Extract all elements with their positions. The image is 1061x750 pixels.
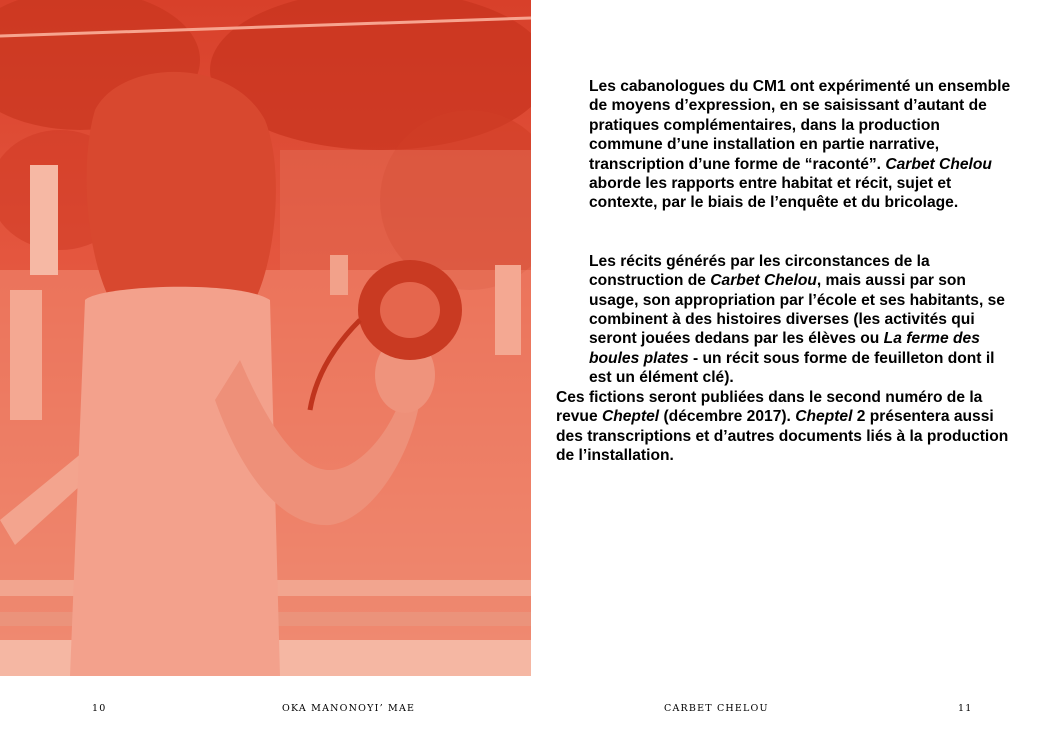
page-number-left: 10 [92, 703, 107, 714]
text-run: 2 présentera aussi des transcriptions et d’autres documents liés à la production de l’installation. [556, 408, 1009, 464]
text-run: aborde les rapports entre habitat et récit, sujet et contexte, par le biais de l’enquête et du bricolage. [589, 175, 959, 212]
paragraph-1 [556, 77, 1016, 213]
italic-title: La ferme des boules plates [589, 330, 980, 367]
text-run: Les cabanologues du CM1 ont expérimenté un ensemble de moyens d’expression, en se saisissant d’autant de pratiques complémentaires, dans la production commune d’une installation en partie narrative, transcription d’une forme de “raconté”. [589, 78, 1011, 173]
paragraph-2 [556, 252, 1016, 388]
paragraph-3 [556, 388, 1016, 466]
italic-title: Carbet Chelou [885, 155, 992, 173]
text-run: , mais aussi par son usage, son appropriation par l’école et ses habitants, se combinent à des histoires diverses (les activités qui seront jouées dedans par les élèves ou [589, 272, 1005, 348]
paragraph-gap [556, 213, 1016, 252]
text-run: Les récits générés par les circonstances de la construction de [589, 252, 930, 290]
italic-title: Carbet Chelou [710, 272, 817, 290]
italic-title: Cheptel [795, 408, 853, 426]
italic-title: Cheptel [601, 408, 660, 426]
text-run: - un récit sous forme de feuilleton dont il est un élément clé). [589, 349, 995, 387]
running-title-left: OKA MANONOYI’ MAE [282, 703, 416, 714]
text-run: Ces fictions seront publiées dans le second numéro de la revue [556, 388, 983, 426]
text-run: (décembre 2017). [659, 408, 796, 426]
photo-child-holding-tape-measure [0, 0, 531, 676]
tinted-photograph [0, 0, 531, 676]
running-title-right: CARBET CHELOU [664, 703, 769, 714]
page-number-right: 11 [958, 703, 973, 714]
body-text [556, 77, 1016, 465]
